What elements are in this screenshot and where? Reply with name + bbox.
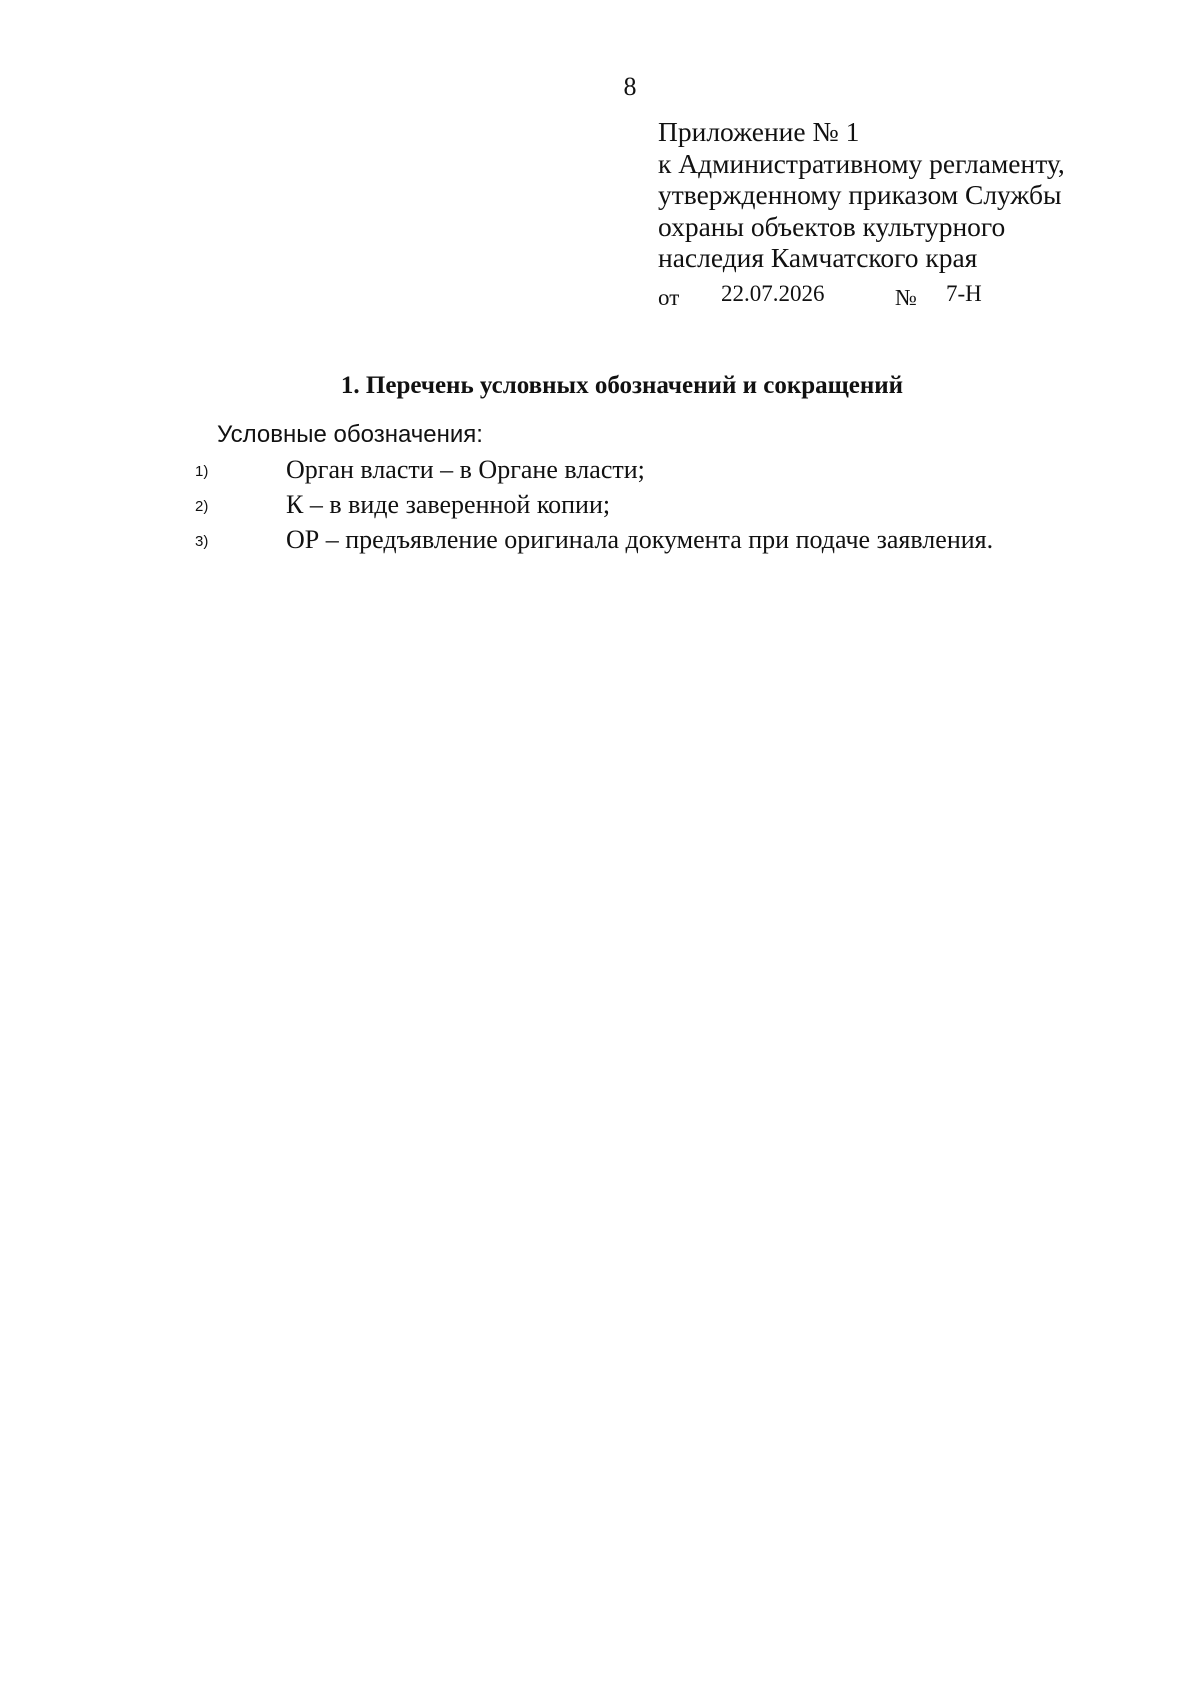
list-item-text: Орган власти – в Органе власти;	[286, 455, 645, 484]
list-marker: 3)	[195, 533, 209, 550]
list-item-text: К – в виде заверенной копии;	[286, 490, 611, 519]
section-title: 1. Перечень условных обозначений и сокращений	[340, 372, 904, 399]
date-label: от	[658, 285, 680, 310]
annex-title: Приложение № 1	[658, 116, 860, 147]
page-number: 8	[623, 72, 637, 101]
abbreviation-list	[195, 455, 1095, 560]
order-date: 22.07.2026	[721, 281, 825, 306]
annex-header	[658, 116, 1065, 274]
list-item	[195, 455, 1095, 490]
list-item	[195, 525, 1095, 560]
list-item	[195, 490, 1095, 525]
list-marker: 1)	[195, 463, 209, 480]
annex-line: наследия Камчатского края	[658, 242, 978, 273]
number-label: №	[895, 285, 917, 310]
list-marker: 2)	[195, 498, 209, 515]
order-number: 7-Н	[946, 281, 982, 306]
section-intro: Условные обозначения:	[217, 421, 483, 448]
annex-line: утвержденному приказом Службы	[658, 179, 1062, 210]
annex-date-row	[658, 281, 998, 311]
annex-line: к Административному регламенту,	[658, 147, 1065, 179]
list-item-text: ОР – предъявление оригинала документа при подаче заявления.	[286, 525, 994, 554]
annex-line: охраны объектов культурного	[658, 210, 1006, 242]
